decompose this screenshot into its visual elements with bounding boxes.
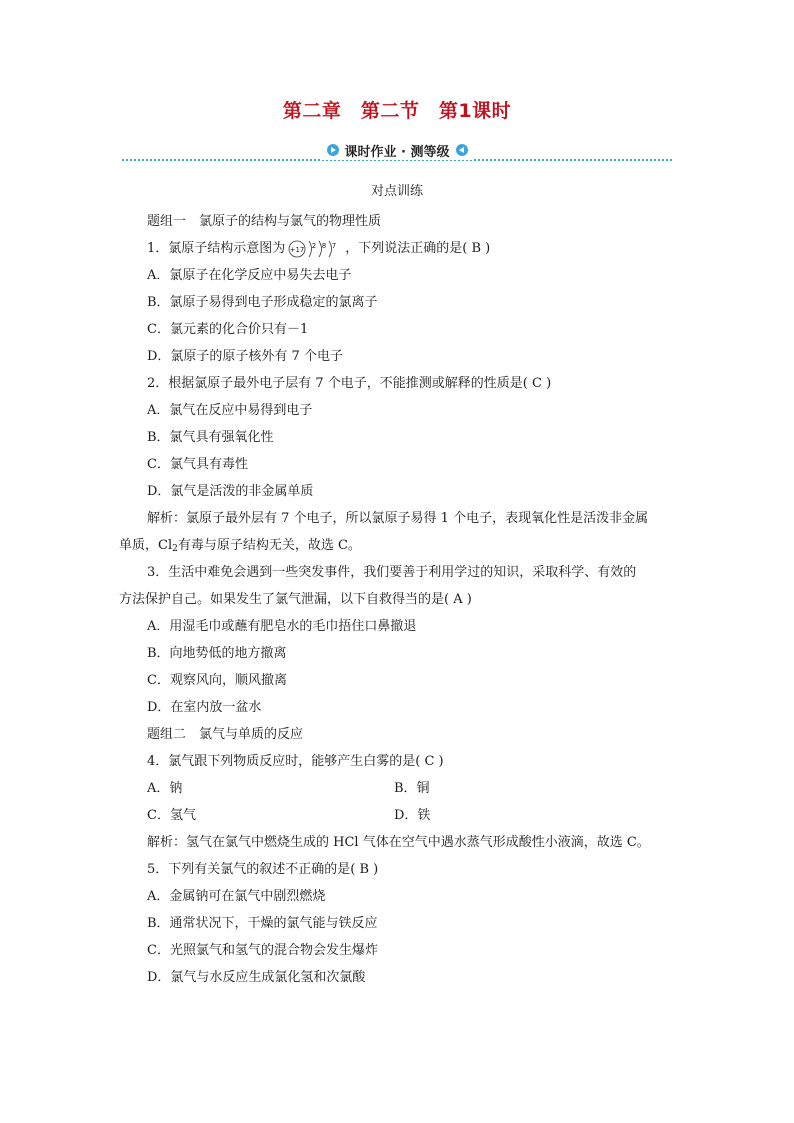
question-1-stem-start: 1．氯原子结构示意图为 bbox=[147, 241, 286, 256]
atom-nucleus-label: +17 bbox=[289, 245, 305, 254]
option: A．用湿毛巾或蘸有肥皂水的毛巾捂住口鼻撤退 bbox=[147, 619, 417, 634]
option: C．氯气具有毒性 bbox=[147, 457, 248, 472]
option: C．氯元素的化合价只有－1 bbox=[147, 322, 309, 337]
analysis-text-continued bbox=[119, 532, 687, 559]
subscript: 2 bbox=[172, 544, 178, 554]
electron-shell-1: 2 bbox=[312, 241, 317, 250]
option-row bbox=[147, 802, 687, 829]
homework-banner bbox=[122, 138, 672, 160]
option: D．铁 bbox=[394, 808, 431, 823]
option: C．观察风向，顺风撤离 bbox=[147, 673, 287, 688]
option: A．金属钠可在氯气中剧烈燃烧 bbox=[147, 889, 326, 904]
option: A．氯气在反应中易得到电子 bbox=[147, 403, 313, 418]
play-left-icon bbox=[456, 144, 468, 156]
option: B．向地势低的地方撤离 bbox=[147, 646, 287, 661]
option-row bbox=[147, 775, 687, 802]
analysis-fragment: 单质，Cl bbox=[119, 538, 173, 553]
question-1-stem-end: ，下列说法正确的是( B ) bbox=[345, 241, 491, 256]
option: D．氯原子的原子核外有 7 个电子 bbox=[147, 349, 343, 364]
option: A．钠 bbox=[147, 781, 183, 796]
question-4-stem: 4．氯气跟下列物质反应时，能够产生白雾的是( C ) bbox=[147, 754, 444, 769]
option: D．氯气与水反应生成氯化氢和次氯酸 bbox=[147, 970, 366, 985]
group-heading: 题组二 氯气与单质的反应 bbox=[147, 727, 304, 742]
question-3-stem: 3．生活中难免会遇到一些突发事件，我们要善于利用学过的知识，采取科学、有效的 bbox=[147, 565, 637, 580]
option: D．氯气是活泼的非金属单质 bbox=[147, 484, 314, 499]
option: B．氯气具有强氧化性 bbox=[147, 430, 274, 445]
question-5-stem: 5．下列有关氯气的叙述不正确的是( B ) bbox=[147, 862, 379, 877]
group-heading: 题组一 氯原子的结构与氯气的物理性质 bbox=[147, 214, 382, 229]
option: B．铜 bbox=[394, 781, 430, 796]
page-title: 第二章 第二节 第1课时 bbox=[282, 100, 512, 122]
option: D．在室内放一盆水 bbox=[147, 700, 262, 715]
option: A．氯原子在化学反应中易失去电子 bbox=[147, 268, 352, 283]
electron-shell-3: 7 bbox=[332, 241, 337, 250]
question-1-stem bbox=[147, 235, 687, 262]
electron-shell-2: 8 bbox=[322, 241, 327, 250]
option: B．氯原子易得到电子形成稳定的氯离子 bbox=[147, 295, 378, 310]
banner-label: 课时作业 · 测等级 bbox=[344, 144, 450, 160]
analysis-text: 解析：氢气在氯气中燃烧生成的 HCl 气体在空气中遇水蒸气形成酸性小液滴，故选 C。 bbox=[147, 835, 650, 850]
analysis-text: 解析：氯原子最外层有 7 个电子，所以氯原子易得 1 个电子，表现氧化性是活泼非金属 bbox=[147, 511, 649, 526]
section-heading: 对点训练 bbox=[370, 184, 423, 199]
question-list bbox=[119, 208, 687, 991]
option: C．光照氯气和氢气的混合物会发生爆炸 bbox=[147, 943, 378, 958]
question-3-stem-continued: 方法保护自己。如果发生了氯气泄漏，以下自救得当的是( A ) bbox=[119, 592, 472, 607]
option: C．氢气 bbox=[147, 808, 196, 823]
atom-structure-diagram bbox=[287, 238, 343, 260]
question-2-stem: 2．根据氯原子最外电子层有 7 个电子，不能推测或解释的性质是( C ) bbox=[147, 376, 552, 391]
analysis-fragment: 有毒与原子结构无关，故选 C。 bbox=[177, 538, 361, 553]
option: B．通常状况下，干燥的氯气能与铁反应 bbox=[147, 916, 378, 931]
play-right-icon bbox=[327, 144, 339, 156]
